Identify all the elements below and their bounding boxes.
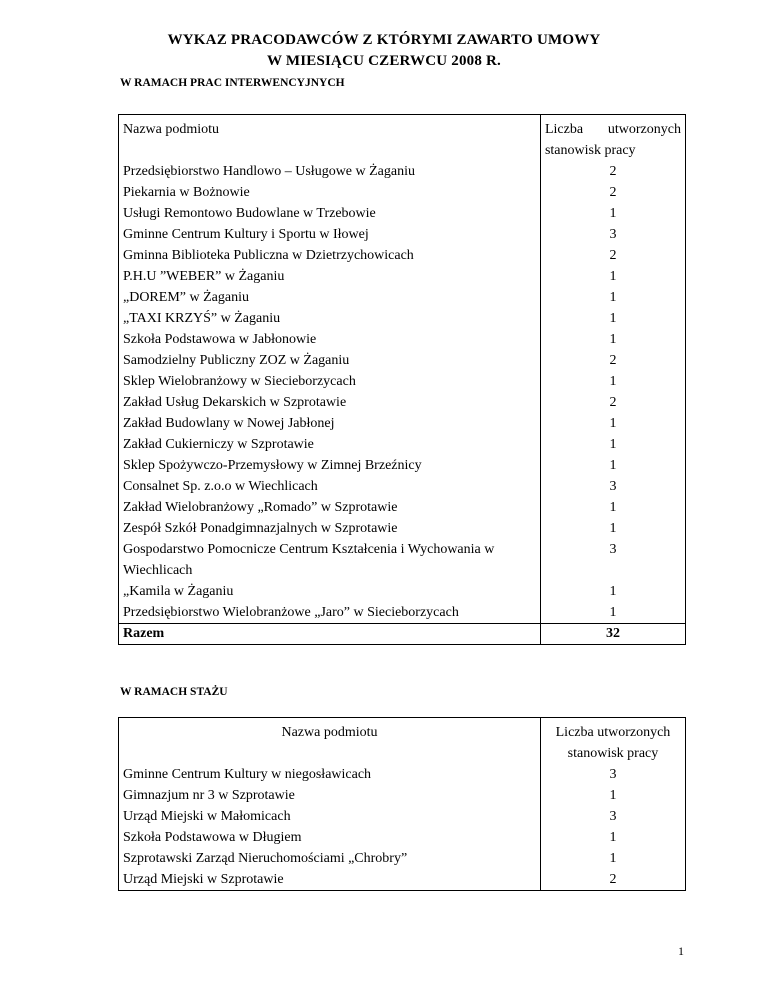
page-number: 1 bbox=[678, 944, 684, 958]
row-entity-name: Szkoła Podstawowa w Długiem bbox=[119, 827, 541, 848]
row-entity-name: Usługi Remontowo Budowlane w Trzebowie bbox=[119, 203, 541, 224]
internship-table bbox=[118, 717, 686, 891]
table-row bbox=[119, 329, 686, 350]
row-position-count: 1 bbox=[540, 581, 685, 602]
table-row bbox=[119, 245, 686, 266]
row-entity-name: Gminne Centrum Kultury w niegosławicach bbox=[119, 764, 541, 785]
row-entity-name: Przedsiębiorstwo Handlowo – Usługowe w Żaganiu bbox=[119, 161, 541, 182]
row-position-count: 2 bbox=[540, 245, 685, 266]
table-row bbox=[119, 497, 686, 518]
row-entity-name: Samodzielny Publiczny ZOZ w Żaganiu bbox=[119, 350, 541, 371]
row-entity-name: Zespół Szkół Ponadgimnazjalnych w Szprotawie bbox=[119, 518, 541, 539]
table-row bbox=[119, 581, 686, 602]
table-row bbox=[119, 806, 686, 827]
row-position-count: 1 bbox=[540, 434, 685, 455]
document-title-line-1: WYKAZ PRACODAWCÓW Z KTÓRYMI ZAWARTO UMOWY bbox=[167, 32, 601, 48]
row-entity-name: „TAXI KRZYŚ” w Żaganiu bbox=[119, 308, 541, 329]
row-entity-name: Szprotawski Zarząd Nieruchomościami „Chrobry” bbox=[119, 848, 541, 869]
row-position-count: 1 bbox=[540, 287, 685, 308]
total-row bbox=[119, 624, 686, 645]
row-position-count: 1 bbox=[540, 497, 685, 518]
row-entity-name: Piekarnia w Bożnowie bbox=[119, 182, 541, 203]
table-row bbox=[119, 266, 686, 287]
row-position-count: 1 bbox=[540, 848, 685, 869]
column-header-count-line-2: stanowisk pracy bbox=[544, 143, 636, 158]
table-header-row-continued bbox=[119, 743, 686, 764]
row-position-count: 1 bbox=[540, 518, 685, 539]
table-row bbox=[119, 827, 686, 848]
row-position-count: 3 bbox=[540, 539, 685, 581]
row-entity-name: Gminna Biblioteka Publiczna w Dzietrzychowicach bbox=[119, 245, 541, 266]
table-row bbox=[119, 371, 686, 392]
table-row bbox=[119, 392, 686, 413]
row-entity-name: Zakład Budowlany w Nowej Jabłonej bbox=[119, 413, 541, 434]
row-position-count: 1 bbox=[540, 203, 685, 224]
row-entity-name: „Kamila w Żaganiu bbox=[119, 581, 541, 602]
row-position-count: 1 bbox=[540, 413, 685, 434]
row-entity-name: Sklep Wielobranżowy w Siecieborzycach bbox=[119, 371, 541, 392]
row-entity-name: Gminne Centrum Kultury i Sportu w Iłowej bbox=[119, 224, 541, 245]
row-position-count: 1 bbox=[540, 308, 685, 329]
document-title-line-2: W MIESIĄCU CZERWCU 2008 R. bbox=[266, 53, 501, 69]
column-header-name: Nazwa podmiotu bbox=[119, 718, 541, 744]
row-entity-name: „DOREM” w Żaganiu bbox=[119, 287, 541, 308]
row-entity-name: P.H.U ”WEBER” w Żaganiu bbox=[119, 266, 541, 287]
column-header-count-line-1: Liczba utworzonych bbox=[540, 718, 685, 744]
section-heading-interventional: W RAMACH PRAC INTERWENCYJNYCH bbox=[120, 77, 345, 89]
row-position-count: 1 bbox=[540, 266, 685, 287]
column-header-count-line-1: Liczba utworzonych bbox=[544, 122, 681, 137]
row-position-count: 1 bbox=[540, 602, 685, 624]
row-position-count: 1 bbox=[540, 371, 685, 392]
row-entity-name: Szkoła Podstawowa w Jabłonowie bbox=[119, 329, 541, 350]
interventional-works-table bbox=[118, 114, 686, 645]
row-entity-name: Urząd Miejski w Szprotawie bbox=[119, 869, 541, 891]
row-entity-name: Zakład Usług Dekarskich w Szprotawie bbox=[119, 392, 541, 413]
table-row bbox=[119, 434, 686, 455]
row-position-count: 1 bbox=[540, 785, 685, 806]
row-position-count: 2 bbox=[540, 161, 685, 182]
row-entity-name: Sklep Spożywczo-Przemysłowy w Zimnej Brzeźnicy bbox=[119, 455, 541, 476]
table-row bbox=[119, 518, 686, 539]
total-value: 32 bbox=[540, 624, 685, 645]
row-position-count: 2 bbox=[540, 392, 685, 413]
row-position-count: 3 bbox=[540, 806, 685, 827]
row-position-count: 3 bbox=[540, 224, 685, 245]
row-entity-name: Urząd Miejski w Małomicach bbox=[119, 806, 541, 827]
table-row bbox=[119, 848, 686, 869]
row-position-count: 1 bbox=[540, 455, 685, 476]
table-row bbox=[119, 350, 686, 371]
row-position-count: 3 bbox=[540, 764, 685, 785]
row-position-count: 2 bbox=[540, 182, 685, 203]
row-position-count: 1 bbox=[540, 329, 685, 350]
table-row bbox=[119, 161, 686, 182]
row-entity-name: Zakład Wielobranżowy „Romado” w Szprotawie bbox=[119, 497, 541, 518]
row-entity-name: Zakład Cukierniczy w Szprotawie bbox=[119, 434, 541, 455]
column-header-name: Nazwa podmiotu bbox=[119, 115, 541, 141]
row-entity-name: Gospodarstwo Pomocnicze Centrum Kształcenia i Wychowania w Wiechlicach bbox=[119, 539, 541, 581]
column-header-count-line-2: stanowisk pracy bbox=[540, 743, 685, 764]
table-row bbox=[119, 224, 686, 245]
table-row bbox=[119, 539, 686, 581]
table-header-row bbox=[119, 115, 686, 141]
row-entity-name: Consalnet Sp. z.o.o w Wiechlicach bbox=[119, 476, 541, 497]
row-position-count: 1 bbox=[540, 827, 685, 848]
total-label: Razem bbox=[119, 624, 541, 645]
row-entity-name: Gimnazjum nr 3 w Szprotawie bbox=[119, 785, 541, 806]
table-row bbox=[119, 476, 686, 497]
table-row bbox=[119, 203, 686, 224]
table-row bbox=[119, 455, 686, 476]
table-row bbox=[119, 869, 686, 891]
table-row bbox=[119, 785, 686, 806]
table-row bbox=[119, 413, 686, 434]
table-row bbox=[119, 182, 686, 203]
row-position-count: 2 bbox=[540, 869, 685, 891]
table-header-row-continued bbox=[119, 140, 686, 161]
table-row bbox=[119, 764, 686, 785]
column-header-count bbox=[540, 115, 685, 141]
row-position-count: 2 bbox=[540, 350, 685, 371]
table-row bbox=[119, 602, 686, 624]
table-row bbox=[119, 308, 686, 329]
section-heading-internship: W RAMACH STAŻU bbox=[120, 686, 228, 698]
table-row bbox=[119, 287, 686, 308]
row-position-count: 3 bbox=[540, 476, 685, 497]
row-entity-name: Przedsiębiorstwo Wielobranżowe „Jaro” w Siecieborzycach bbox=[119, 602, 541, 624]
table-header-row bbox=[119, 718, 686, 744]
